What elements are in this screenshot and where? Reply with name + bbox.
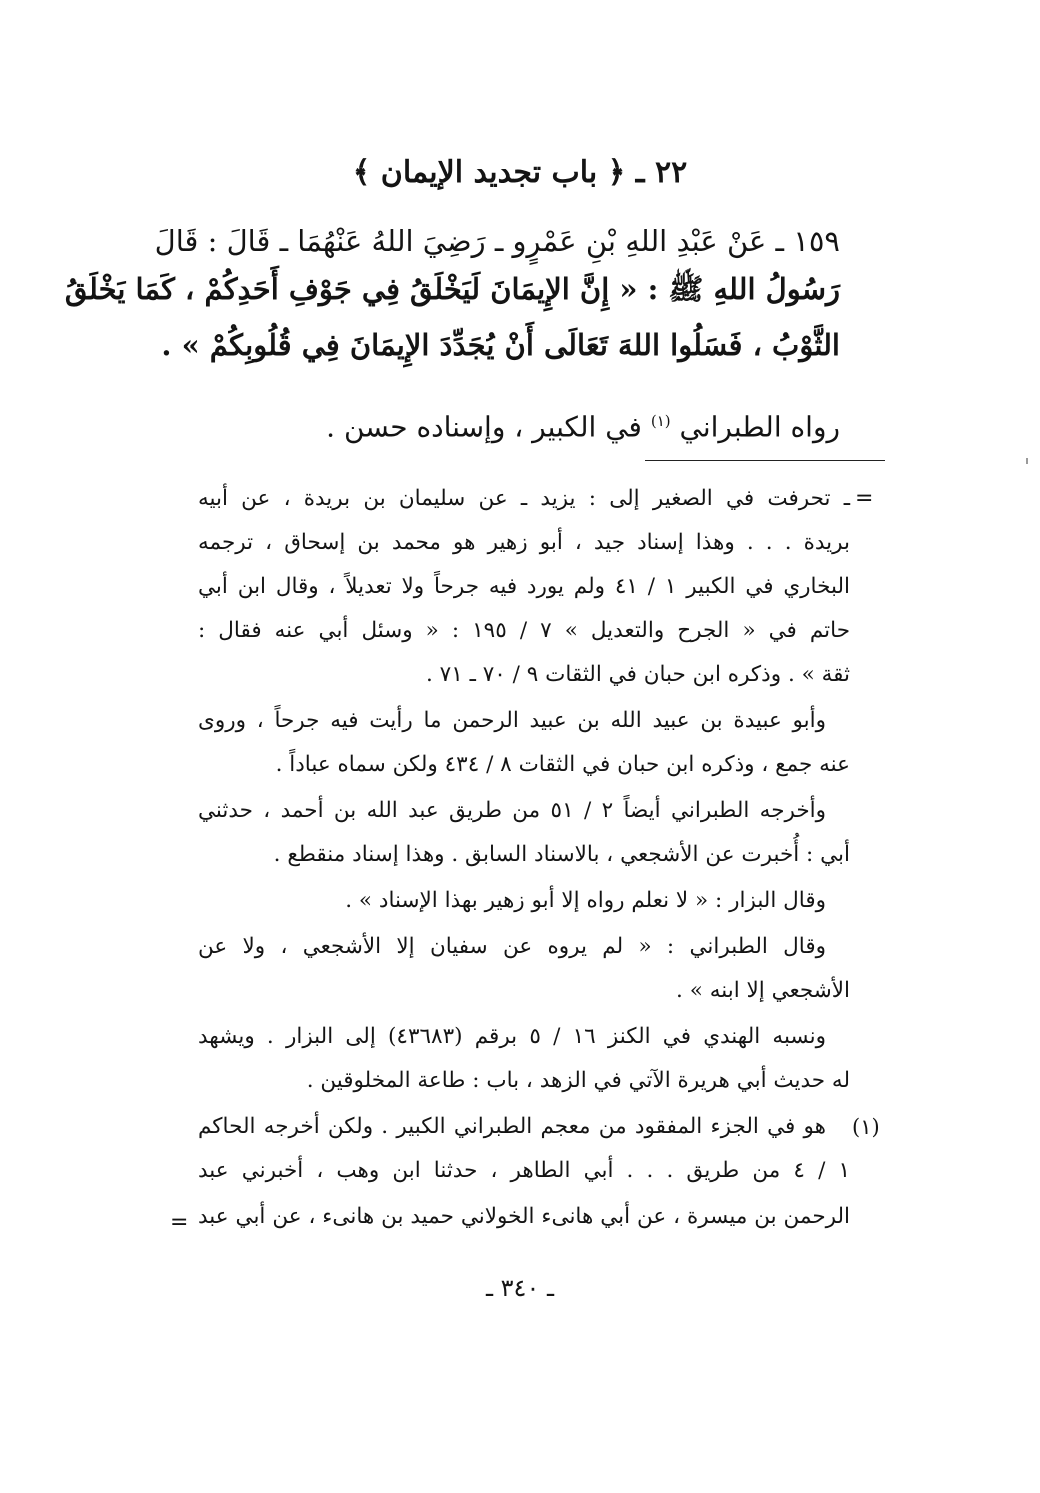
footnote-1-line: ١ / ٤ من طريق . . . أبي الطاهر ، حدثنا ابن وهب ، أخبرني عبد — [198, 1158, 850, 1183]
footnote-line: الأشجعي إلا ابنه » . — [676, 978, 850, 1003]
footnote-separator — [645, 460, 885, 461]
footnote-1-line: الرحمن بن ميسرة ، عن أبي هانىء الخولاني حميد بن هانىء ، عن أبي عبد — [198, 1204, 850, 1229]
hadith-line-2: رَسُولُ اللهِ ﷺ : « إِنَّ الإِيمَانَ لَيَخْلَقُ فِي جَوْفِ أَحَدِكُمْ ، كَمَا يَخْلَقُ — [64, 272, 840, 306]
narration-before: رواه الطبراني — [679, 410, 840, 444]
narration-after: في الكبير ، وإسناده حسن . — [326, 410, 651, 444]
footnote-line: البخاري في الكبير ١ / ٤١ ولم يورد فيه جرحاً ولا تعديلاً ، وقال ابن أبي — [198, 574, 850, 599]
footnote-1-marker: (١) — [852, 1115, 880, 1139]
footnote-line: حاتم في « الجرح والتعديل » ٧ / ١٩٥ : « وسئل أبي عنه فقال : — [198, 618, 850, 643]
page-number: ـ ٣٤٠ ـ — [485, 1274, 554, 1302]
footnote-line: ونسبه الهندي في الكنز ١٦ / ٥ برقم (٤٣٦٨٣) إلى البزار . ويشهد — [198, 1024, 826, 1049]
footnote-line: ثقة » . وذكره ابن حبان في الثقات ٩ / ٧٠ ـ ٧١ . — [425, 662, 850, 687]
footnote-line: وقال البزار : « لا نعلم رواه إلا أبو زهير بهذا الإسناد » . — [345, 888, 826, 913]
continues-marker: = — [170, 1210, 189, 1235]
footnote-line: ـ تحرفت في الصغير إلى : يزيد ـ عن سليمان بن بريدة ، عن أبيه — [198, 486, 850, 511]
footnote-1-line: هو في الجزء المفقود من معجم الطبراني الكبير . ولكن أخرجه الحاكم — [198, 1114, 826, 1139]
scan-speck — [1026, 458, 1028, 464]
continuation-marker: = — [855, 486, 874, 511]
narration-line — [200, 400, 840, 448]
footnote-line: له حديث أبي هريرة الآتي في الزهد ، باب : طاعة المخلوقين . — [306, 1068, 850, 1093]
footnote-line: وقال الطبراني : « لم يروه عن سفيان إلا الأشجعي ، ولا عن — [198, 934, 826, 959]
footnote-line: أبي : أُخبرت عن الأشجعي ، بالاسناد السابق . وهذا إسناد منقطع . — [273, 842, 850, 867]
footnote-line: وأبو عبيدة بن عبيد الله بن عبيد الرحمن ما رأيت فيه جرحاً ، وروى — [198, 708, 826, 733]
hadith-line-3: الثَّوْبُ ، فَسَلُوا اللهَ تَعَالَى أَنْ يُجَدِّدَ الإِيمَانَ فِي قُلُوبِكُمْ » . — [161, 328, 840, 362]
chapter-heading: ٢٢ ـ ﴿ باب تجديد الإيمان ﴾ — [352, 155, 688, 190]
footnote-line: عنه جمع ، وذكره ابن حبان في الثقات ٨ / ٤٣٤ ولكن سماه عباداً . — [275, 752, 850, 777]
footnote-line: وأخرجه الطبراني أيضاً ٢ / ٥١ من طريق عبد الله بن أحمد ، حدثني — [198, 798, 827, 823]
footnote-line: بريدة . . . وهذا إسناد جيد ، أبو زهير هو محمد بن إسحاق ، ترجمه — [198, 530, 850, 555]
hadith-line-1: ١٥٩ ـ عَنْ عَبْدِ اللهِ بْنِ عَمْرٍو ـ رَضِيَ اللهُ عَنْهُمَا ـ قَالَ : قَالَ — [154, 224, 840, 258]
footnote-reference: (١) — [650, 412, 671, 430]
